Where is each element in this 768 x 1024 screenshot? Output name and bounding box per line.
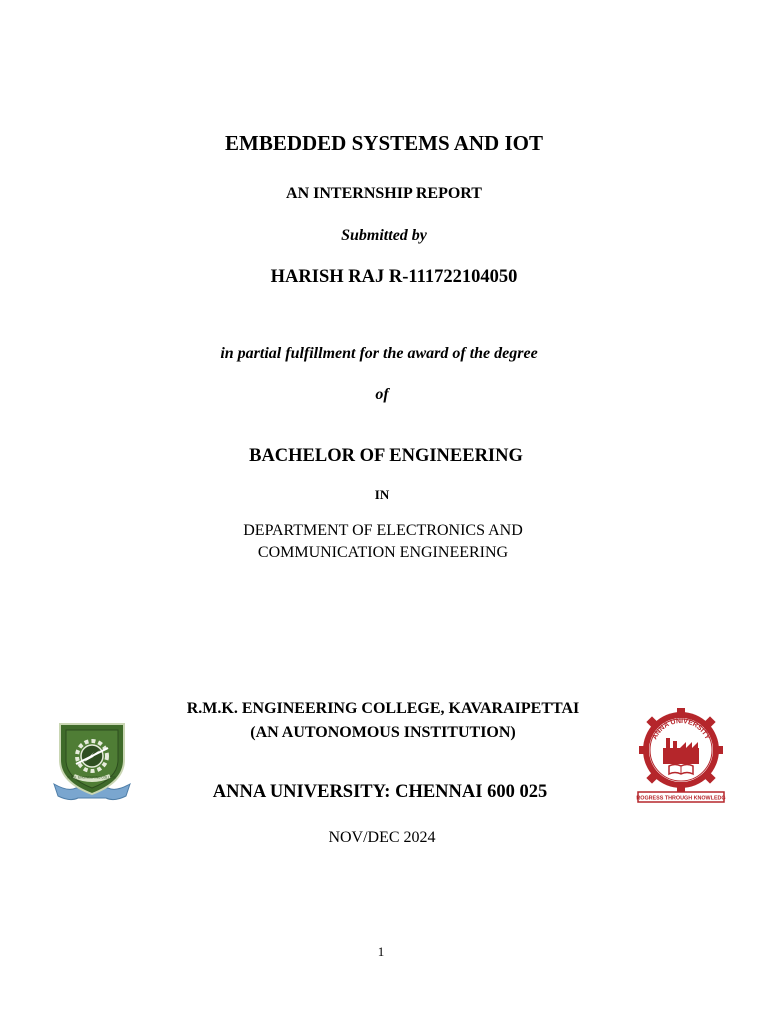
- report-title: EMBEDDED SYSTEMS AND IOT: [225, 131, 543, 155]
- rmk-college-crest-icon: [50, 720, 134, 804]
- college-name: R.M.K. ENGINEERING COLLEGE, KAVARAIPETTAI: [186, 700, 580, 717]
- department-line-1: DEPARTMENT OF ELECTRONICS AND: [243, 522, 523, 539]
- autonomous-status: (AN AUTONOMOUS INSTITUTION): [250, 724, 516, 741]
- submitted-by-label: Submitted by: [341, 227, 427, 244]
- student-name: HARISH RAJ R-111722104050: [270, 267, 518, 287]
- of-connector: of: [375, 386, 389, 403]
- fulfillment-statement: in partial fulfillment for the award of the degree: [220, 345, 538, 362]
- university-name: ANNA UNIVERSITY: CHENNAI 600 025: [212, 782, 548, 802]
- exam-session: NOV/DEC 2024: [328, 829, 436, 846]
- anna-university-emblem-icon: [636, 708, 726, 804]
- department-line-2: COMMUNICATION ENGINEERING: [257, 544, 509, 561]
- svg-text:PROGRESS THROUGH KNOWLEDGE: PROGRESS THROUGH KNOWLEDGE: [636, 795, 726, 802]
- page-number: 1: [377, 944, 385, 959]
- in-connector: IN: [374, 487, 390, 502]
- degree-name: BACHELOR OF ENGINEERING: [249, 446, 523, 466]
- svg-text:ANNA UNIVERSITY: ANNA UNIVERSITY: [651, 717, 711, 741]
- svg-text:R.M.K. ENGINEERING COLLEGE: R.M.K. ENGINEERING COLLEGE: [67, 775, 117, 780]
- report-type: AN INTERNSHIP REPORT: [286, 185, 482, 202]
